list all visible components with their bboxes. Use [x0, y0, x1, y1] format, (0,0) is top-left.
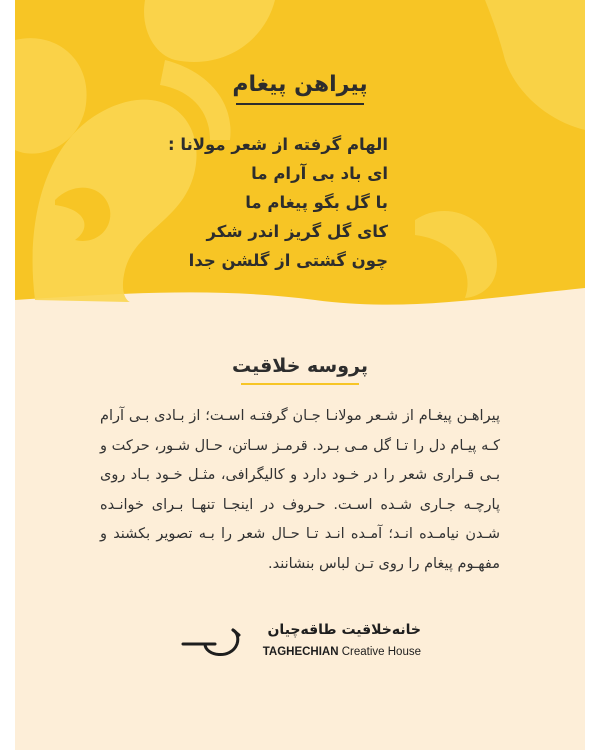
poem-line: کای گل گریز اندر شکر	[206, 222, 388, 241]
poem-line: ای باد بی آرام ما	[251, 164, 388, 183]
section-body: پیراهـن پیغـام از شـعر مولانـا جـان گرفتـه اسـت؛ از بـادی بـی آرام کـه پیـام دل را تـا گل مـی بـرد. قرمـز سـاتن، حـال شـور، حرکت و بـی قـراری شعر را در خـود دارد و کالیگرافی، مثـل خـود بـاد روی پارچـه جـاری شـده اسـت. حـروف در اینجـا تنهـا بـرای خوانـده شـدن نیامـده انـد؛ آمـده انـد تـا حـال شعر را بـه تصویر بکشند و مفهـوم پیغام را روی تـن لباس بنشانند.	[100, 408, 500, 572]
logo-persian-text: خانه‌خلاقیت طاقه‌چیان	[267, 622, 421, 638]
logo-brand-suffix: Creative House	[338, 646, 421, 658]
logo-english-text	[263, 646, 421, 658]
poem-block	[148, 130, 388, 275]
poster-card	[15, 0, 585, 750]
poem-line: با گل بگو پیغام ما	[245, 193, 388, 212]
brand-logo	[181, 622, 421, 666]
page-title: پیراهن پیغام	[232, 72, 368, 97]
logo-brand-name: TAGHECHIAN	[262, 646, 339, 658]
poem-line: چون گشتی از گلشن جدا	[188, 251, 388, 270]
bird-mark-icon	[181, 626, 243, 662]
section-underline	[241, 383, 359, 385]
title-underline	[236, 103, 364, 105]
poem-line: الهام گرفته از شعر مولانا :	[168, 135, 388, 154]
section-title: پروسه خلاقیت	[231, 355, 368, 377]
